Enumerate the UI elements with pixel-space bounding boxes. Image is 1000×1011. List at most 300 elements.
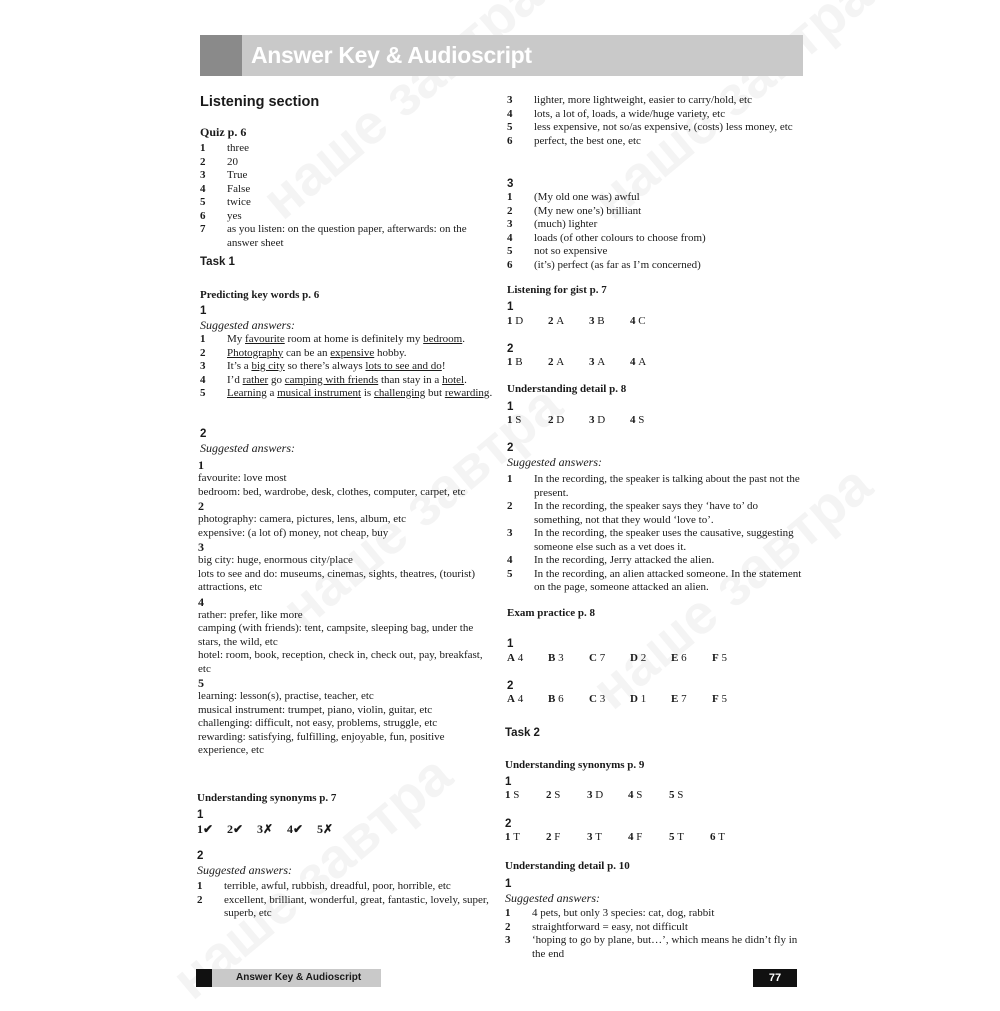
quiz-answer <box>200 156 495 170</box>
footer-label: Answer Key & Audioscript <box>236 972 362 983</box>
item-text: (My new one’s) brilliant <box>534 204 642 217</box>
item-text: as you listen: on the question paper, afterwards: on the answer sheet <box>227 223 467 249</box>
text-segment: I’d <box>227 373 243 386</box>
item-text: 20 <box>227 155 238 168</box>
detail-answer <box>505 934 805 961</box>
text-segment: go <box>268 373 285 386</box>
gist-num-2: 2 <box>507 343 514 355</box>
text-segment: ! <box>441 360 446 372</box>
answer-item <box>507 245 807 259</box>
item-text <box>227 374 495 388</box>
item-text: straightforward = easy, not difficult <box>532 920 688 933</box>
answer-cell <box>587 831 628 845</box>
answer-cell <box>628 789 669 803</box>
group-line: musical instrument: trumpet, piano, violin, guitar, etc <box>198 703 433 716</box>
answer-cell <box>630 693 671 707</box>
tick-cross-answer: 3✗ <box>257 822 274 836</box>
predicting-title: Predicting key words p. 6 <box>200 289 320 301</box>
answer-group <box>198 676 493 758</box>
answer-value: 3 <box>558 652 564 664</box>
detail-10-list <box>505 907 805 961</box>
item-number: 5 <box>200 196 206 208</box>
answer-item <box>507 205 807 219</box>
item-number: 3 <box>507 94 513 106</box>
tick-cross-answer: 4✔ <box>287 822 304 836</box>
item-text: three <box>227 142 249 154</box>
answer-grid <box>507 693 807 707</box>
group-number: 5 <box>198 676 204 690</box>
answer-cell <box>589 356 630 370</box>
quiz-list <box>200 142 495 250</box>
answer-value: B <box>597 315 605 327</box>
answer-key: 2 <box>548 414 554 426</box>
answer-cell <box>671 693 712 707</box>
text-segment: so there’s always <box>284 360 366 372</box>
answer-grid <box>507 315 807 329</box>
answer-value: S <box>515 414 522 426</box>
item-text: In the recording, Jerry attacked the alien. <box>534 554 715 566</box>
page-title: Answer Key & Audioscript <box>251 42 532 68</box>
exam-answer-row-1 <box>507 652 807 666</box>
exam-answer-row-2 <box>507 693 807 707</box>
detail-10-suggested: Suggested answers: <box>505 891 600 905</box>
answer-key: 2 <box>548 315 554 327</box>
underlined-key-word: favourite <box>245 333 285 345</box>
answer-key: A <box>507 652 515 664</box>
detail-answer <box>507 554 807 568</box>
answer-key: 5 <box>669 789 675 801</box>
group-line: challenging: difficult, not easy, problems, struggle, etc <box>198 717 438 729</box>
answer-key: 2 <box>546 831 552 843</box>
answer-value: 7 <box>681 693 687 705</box>
answer-grid <box>507 652 807 666</box>
answer-value: T <box>718 831 725 843</box>
answer-key: E <box>671 693 679 705</box>
answer-cell <box>712 693 753 707</box>
answer-value: 5 <box>721 693 727 705</box>
text-segment: is <box>361 387 374 399</box>
answer-cell <box>507 414 548 428</box>
item-number: 2 <box>197 893 203 906</box>
exam-num-1: 1 <box>507 638 514 650</box>
answer-key: C <box>589 652 597 664</box>
underlined-key-word: challenging <box>373 387 426 399</box>
exam-num-2: 2 <box>507 680 514 692</box>
answer-grid <box>197 822 492 836</box>
item-text: loads (of other colours to choose from) <box>534 231 706 244</box>
syn-9-answer-row-1 <box>505 789 805 803</box>
answer-cell <box>630 356 671 370</box>
answer-cell <box>546 789 587 803</box>
answer-item <box>507 218 807 232</box>
item-number: 4 <box>507 231 513 244</box>
text-segment: My <box>227 333 246 345</box>
answer-key: B <box>548 652 556 664</box>
item-text <box>227 360 495 374</box>
quiz-answer <box>200 142 495 156</box>
answer-value: F <box>636 831 643 843</box>
tick-cross-answer: 2✔ <box>227 822 244 836</box>
predicting-suggested-1: Suggested answers: <box>200 318 295 332</box>
answer-cell <box>507 315 548 329</box>
item-text: not so expensive <box>534 245 608 257</box>
gist-answer-row-2 <box>507 356 807 370</box>
predicting-answer <box>200 387 495 401</box>
item-number: 2 <box>200 346 206 359</box>
underlined-key-word: expensive <box>330 346 375 359</box>
answer-value: S <box>677 789 684 801</box>
answer-key: F <box>712 693 719 705</box>
group-line: bedroom: bed, wardrobe, desk, clothes, computer, carpet, etc <box>198 485 466 498</box>
answer-item <box>507 135 807 149</box>
answer-value: 7 <box>599 652 606 664</box>
item-number: 1 <box>507 191 513 203</box>
group-line: expensive: (a lot of) money, not cheap, buy <box>198 526 389 539</box>
item-number: 6 <box>200 209 206 222</box>
gist-num-1: 1 <box>507 301 514 313</box>
text-segment: a <box>266 387 278 399</box>
item-text: perfect, the best one, etc <box>534 134 641 147</box>
detail-answer <box>507 568 807 595</box>
item-number: 1 <box>200 142 206 154</box>
answer-key: 4 <box>630 356 636 368</box>
exam-title: Exam practice p. 8 <box>507 607 595 619</box>
quiz-title: Quiz p. 6 <box>200 125 247 139</box>
predicting-answer <box>200 360 495 374</box>
answer-value: S <box>636 789 643 801</box>
item-number: 2 <box>507 204 513 217</box>
footer-bar <box>196 969 381 987</box>
answer-key: 6 <box>710 831 716 843</box>
answer-key: B <box>548 693 556 705</box>
item-text: less expensive, not so/as expensive, (costs) less money, etc <box>534 121 793 133</box>
answer-key: C <box>589 693 597 705</box>
syn-9-answer-row-2 <box>505 831 805 845</box>
text-segment: room at home is definitely my <box>284 333 424 345</box>
detail-8-list <box>507 473 807 595</box>
detail-answer <box>505 921 805 935</box>
item-number: 1 <box>505 907 511 919</box>
item-number: 3 <box>507 527 513 539</box>
syn-9-num-2: 2 <box>505 818 512 830</box>
answer-value: F <box>554 831 561 843</box>
underlined-key-word: hotel <box>442 373 465 386</box>
underlined-key-word: rewarding <box>444 387 490 399</box>
answer-value: A <box>556 356 565 368</box>
item-text: In the recording, the speaker uses the causative, suggesting someone else such as a vet does it. <box>534 527 794 553</box>
item-number: 5 <box>200 387 206 399</box>
item-text: (it’s) perfect (as far as I’m concerned) <box>534 258 701 271</box>
item-text: 4 pets, but only 3 species: cat, dog, rabbit <box>532 907 715 919</box>
page-number: 77 <box>753 969 797 987</box>
detail-answer <box>505 907 805 921</box>
item-number: 1 <box>200 333 206 345</box>
answer-value: D <box>556 414 565 426</box>
group-number: 4 <box>198 594 204 609</box>
answer-cell <box>630 652 671 666</box>
item-number: 2 <box>505 920 511 933</box>
answer-key: 3 <box>589 414 595 426</box>
synonyms-list <box>197 880 492 921</box>
group-line: rewarding: satisfying, fulfilling, enjoyable, fun, positive experience, etc <box>198 730 445 756</box>
answer-key: 2 <box>546 789 552 801</box>
group-line: rather: prefer, like more <box>198 608 303 621</box>
answer-value: T <box>595 831 602 843</box>
text-segment: hobby. <box>374 346 407 359</box>
answer-value: 5 <box>721 652 727 664</box>
answer-key: A <box>507 693 515 705</box>
predicting-answer <box>200 333 495 347</box>
item-text: terrible, awful, rubbish, dreadful, poor, horrible, etc <box>224 880 451 892</box>
item-number: 4 <box>507 554 513 566</box>
answer-cell <box>507 652 548 666</box>
group-line: learning: lesson(s), practise, teacher, etc <box>198 690 374 702</box>
item-text: In the recording, an alien attacked someone. In the statement on the page, someone attacked an alien. <box>534 567 802 593</box>
item-text: twice <box>227 196 251 208</box>
synonym-answer <box>197 880 492 894</box>
detail-8-title: Understanding detail p. 8 <box>507 383 627 395</box>
quiz-answer <box>200 210 495 224</box>
answer-cell <box>548 414 589 428</box>
item-number: 2 <box>507 500 513 512</box>
synonyms-suggested: Suggested answers: <box>197 863 292 877</box>
text-segment: . <box>464 373 467 386</box>
answer-key: 5 <box>669 831 675 843</box>
answer-value: 2 <box>640 652 647 664</box>
answer-key: 4 <box>628 789 634 801</box>
item-number: 1 <box>507 473 513 485</box>
item-text: False <box>227 182 251 195</box>
answer-value: S <box>638 414 645 426</box>
item-number: 7 <box>200 223 206 235</box>
answer-cell <box>589 315 630 329</box>
detail-8-num-2: 2 <box>507 442 514 454</box>
answer-cell <box>505 789 546 803</box>
synonyms-num-1: 1 <box>197 809 204 821</box>
answer-item <box>507 232 807 246</box>
item-text: lighter, more lightweight, easier to carry/hold, etc <box>534 94 752 106</box>
answer-key: 3 <box>589 315 595 327</box>
item-number: 3 <box>507 218 513 230</box>
answer-cell <box>628 831 669 845</box>
item-number: 5 <box>507 567 513 580</box>
item-text: (My old one was) awful <box>534 191 640 203</box>
answer-value: S <box>554 789 561 801</box>
answer-key: 3 <box>589 356 595 368</box>
group-line: lots to see and do: museums, cinemas, sights, theatres, (tourist) attractions, etc <box>198 567 476 593</box>
section-num-3: 3 <box>507 178 514 190</box>
item-number: 3 <box>505 934 511 946</box>
answer-value: D <box>595 789 604 801</box>
underlined-key-word: lots to see and do <box>365 360 442 372</box>
answer-value: A <box>597 356 606 368</box>
quiz-answer <box>200 196 495 210</box>
answer-key: 3 <box>587 831 593 843</box>
answer-value: 6 <box>681 652 687 664</box>
answer-item <box>507 121 807 135</box>
item-number: 3 <box>200 169 206 181</box>
answer-key: 1 <box>505 789 511 801</box>
detail-answer <box>507 527 807 554</box>
answer-value: D <box>515 315 524 327</box>
answer-key: 2 <box>548 356 554 368</box>
answer-value: 6 <box>558 693 564 705</box>
answer-value: C <box>638 315 646 327</box>
item-text: In the recording, the speaker says they ‘have to’ do something, not that they would ‘love to’. <box>534 500 758 526</box>
item-number: 2 <box>200 155 206 168</box>
tick-cross-answer: 1✔ <box>197 822 214 836</box>
predicting-num-2: 2 <box>200 428 207 440</box>
answer-cell <box>505 831 546 845</box>
answer-item <box>507 191 807 205</box>
tick-cross-answer: 5✗ <box>317 822 334 836</box>
quiz-answer <box>200 223 495 250</box>
predicting-groups <box>198 458 493 758</box>
item-text: True <box>227 169 248 181</box>
answer-grid <box>505 789 805 803</box>
answer-value: 4 <box>517 652 524 664</box>
item-text <box>227 347 495 361</box>
answer-value: 3 <box>599 693 606 705</box>
item-text: excellent, brilliant, wonderful, great, fantastic, lovely, super, superb, etc <box>224 893 489 919</box>
answer-key: 1 <box>507 356 513 368</box>
detail-8-suggested: Suggested answers: <box>507 455 602 469</box>
syn-9-num-1: 1 <box>505 776 512 788</box>
answer-group <box>198 540 493 595</box>
answer-cell <box>546 831 587 845</box>
synonyms-answer-row <box>197 822 492 836</box>
predicting-list <box>200 333 495 401</box>
answer-cell <box>548 693 589 707</box>
answer-group <box>198 499 493 540</box>
answer-key: 1 <box>505 831 511 843</box>
answer-cell <box>630 414 671 428</box>
answer-item <box>507 108 807 122</box>
item-text: (much) lighter <box>534 218 598 230</box>
underlined-key-word: camping with friends <box>284 373 379 386</box>
answer-group <box>198 595 493 677</box>
answer-cell <box>587 789 628 803</box>
answer-cell <box>507 693 548 707</box>
answer-value: A <box>638 356 647 368</box>
group-line: favourite: love most <box>198 472 287 484</box>
syn-9-title: Understanding synonyms p. 9 <box>505 759 645 771</box>
text-segment: than stay in a <box>378 373 443 386</box>
text-segment: It’s a <box>227 360 252 372</box>
task-2-heading: Task 2 <box>505 727 540 739</box>
answer-key: F <box>712 652 719 664</box>
answer-grid <box>507 356 807 370</box>
answer-value: T <box>677 831 684 843</box>
detail-answer <box>507 500 807 527</box>
answer-cell <box>710 831 751 845</box>
answer-cell <box>669 789 710 803</box>
item-text: lots, a lot of, loads, a wide/huge variety, etc <box>534 107 726 120</box>
answer-key: D <box>630 652 638 664</box>
answer-cell <box>507 356 548 370</box>
answer-key: 4 <box>628 831 634 843</box>
answer-value: S <box>513 789 520 801</box>
synonym-answer <box>197 894 492 921</box>
answer-cell <box>669 831 710 845</box>
answer-cell <box>589 414 630 428</box>
answer-value: B <box>515 356 523 368</box>
text-segment: . <box>489 387 493 399</box>
item-number: 4 <box>200 182 206 195</box>
answer-key: 3 <box>587 789 593 801</box>
answer-cell <box>548 652 589 666</box>
predicting-suggested-2: Suggested answers: <box>200 441 295 455</box>
synonyms-num-2: 2 <box>197 850 204 862</box>
answer-key: 1 <box>507 315 513 327</box>
answer-cell <box>548 315 589 329</box>
detail-8-answer-row <box>507 414 807 428</box>
item-number: 4 <box>200 373 206 386</box>
answer-cell <box>589 693 630 707</box>
answer-grid <box>507 414 807 428</box>
answer-item <box>507 259 807 273</box>
predicting-num-1: 1 <box>200 305 207 317</box>
group-number: 3 <box>198 540 204 554</box>
item-number: 6 <box>507 258 513 271</box>
group-number: 2 <box>198 499 204 513</box>
answer-value: 4 <box>517 693 524 705</box>
item-number: 1 <box>197 880 203 892</box>
answer-cell <box>630 315 671 329</box>
group-line: photography: camera, pictures, lens, album, etc <box>198 513 407 525</box>
item-number: 3 <box>200 360 206 372</box>
detail-answer <box>507 473 807 500</box>
synonyms-title: Understanding synonyms p. 7 <box>197 792 337 804</box>
underlined-key-word: bedroom <box>423 333 463 345</box>
item-number: 6 <box>507 134 513 147</box>
item-number: 4 <box>507 107 513 120</box>
footer-accent <box>196 969 212 987</box>
answer-key: 4 <box>630 315 636 327</box>
answer-key: 1 <box>507 414 513 426</box>
underlined-key-word: musical instrument <box>277 387 362 399</box>
list-3 <box>507 191 807 272</box>
predicting-answer <box>200 374 495 388</box>
underlined-key-word: big city <box>251 360 285 372</box>
answer-item <box>507 94 807 108</box>
answer-key: 4 <box>630 414 636 426</box>
item-text: ‘hoping to go by plane, but…’, which means he didn’t fly in the end <box>532 934 798 960</box>
answer-cell <box>548 356 589 370</box>
continued-list <box>507 94 807 148</box>
answer-key: D <box>630 693 638 705</box>
answer-cell <box>671 652 712 666</box>
item-text: yes <box>227 209 242 222</box>
answer-group <box>198 458 493 499</box>
answer-value: A <box>556 315 565 327</box>
item-text <box>227 333 495 347</box>
quiz-answer <box>200 169 495 183</box>
quiz-answer <box>200 183 495 197</box>
predicting-answer <box>200 347 495 361</box>
group-number: 1 <box>198 458 204 472</box>
detail-10-title: Understanding detail p. 10 <box>505 860 630 872</box>
gist-title: Listening for gist p. 7 <box>507 284 607 296</box>
item-text: In the recording, the speaker is talking about the past not the present. <box>534 473 800 499</box>
answer-key: E <box>671 652 679 664</box>
text-segment: but <box>425 387 445 399</box>
underlined-key-word: rather <box>242 373 269 386</box>
header-banner-accent <box>200 35 242 76</box>
item-text <box>227 387 495 401</box>
answer-cell <box>712 652 753 666</box>
group-line: big city: huge, enormous city/place <box>198 554 353 566</box>
